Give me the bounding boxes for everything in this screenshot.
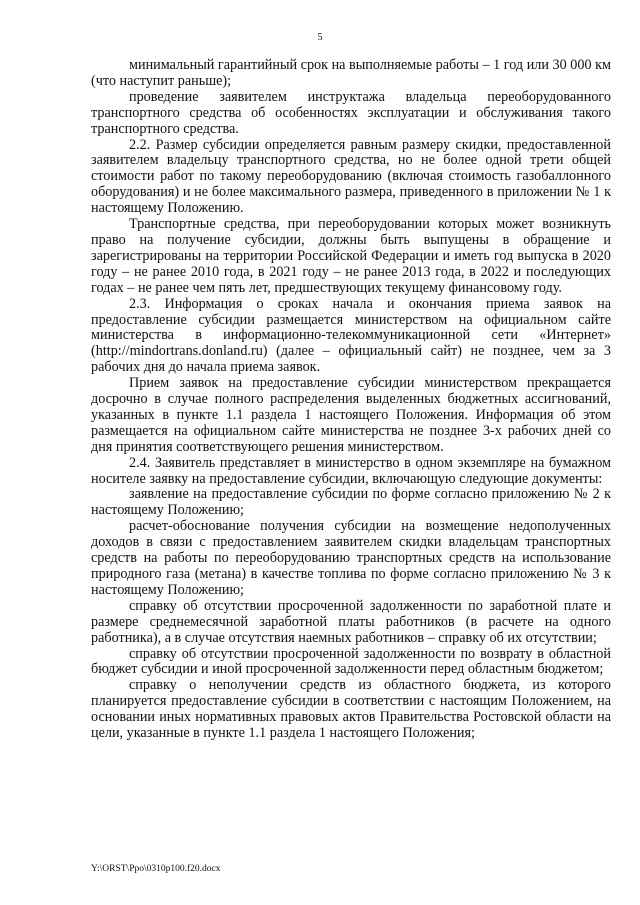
paragraph: проведение заявителем инструктажа владельца переоборудованного транспортного средства об особенностях эксплуатации и обслуживания такого транспортного средства. [91, 88, 611, 137]
document-body [91, 58, 611, 742]
paragraph: минимальный гарантийный срок на выполняемые работы – 1 год или 30 000 км (что наступит раньше); [91, 57, 611, 89]
paragraph: 2.2. Размер субсидии определяется равным размеру скидки, предоставленной заявителем владельцу транспортного средства, но не более одной трети общей стоимости работ по такому переоборудованию (включая стоимость газобаллонного оборудования) и не более максимального размера, приведенного в приложении № 1 к настоящему Положению. [91, 136, 611, 217]
paragraph: Прием заявок на предоставление субсидии министерством прекращается досрочно в случае полного распределения выделенных бюджетных ассигнований, указанных в пункте 1.1 раздела 1 настоящего Положения. Информация об этом размещается на официальном сайте министерства не позднее 3-х рабочих дней со дня принятия соответствующего решения министерством. [91, 375, 611, 455]
paragraph: справку об отсутствии просроченной задолженности по заработной плате и размере среднемесячной заработной платы работников (в расчете на одного работника), а в случае отсутствия наемных работников – справку об их отсутствии; [91, 597, 611, 646]
paragraph: 2.4. Заявитель представляет в министерство в одном экземпляре на бумажном носителе заявку на предоставление субсидии, включающую следующие документы: [91, 454, 611, 487]
paragraph: расчет-обоснование получения субсидии на возмещение недополученных доходов в связи с предоставлением заявителем скидки владельцам транспортных средств на работы по переоборудованию транспортных средств на использование природного газа (метана) в качестве топлива по форме согласно приложению № 3 к настоящему Положению; [91, 518, 611, 598]
page-number: 5 [317, 32, 323, 43]
paragraph: справку об отсутствии просроченной задолженности по возврату в областной бюджет субсидии и иной просроченной задолженности перед областным бюджетом; [91, 645, 611, 678]
paragraph: 2.3. Информация о сроках начала и окончания приема заявок на предоставление субсидии размещается министерством на официальном сайте министерства в информационно-телекоммуникационной сети «Интернет» (http://mindortrans.donland.ru) (далее – официальный сайт) не позднее, чем за 3 рабочих дня до начала приема заявок. [91, 295, 611, 376]
file-path-footer: Y:\ORST\Ppo\0310p100.f20.docx [91, 864, 221, 874]
paragraph: Транспортные средства, при переоборудовании которых может возникнуть право на получение субсидии, должны быть выпущены в обращение и зарегистрированы на территории Российской Федерации и иметь год выпуска в 2020 году – не ранее 2010 года, в 2021 году – не ранее 2013 года, в 2022 и последующих годах – не ранее чем пять лет, предшествующих текущему финансовому году. [91, 216, 611, 296]
paragraph: заявление на предоставление субсидии по форме согласно приложению № 2 к настоящему Положению; [91, 486, 611, 519]
paragraph: справку о неполучении средств из областного бюджета, из которого планируется предоставление субсидии в соответствии с настоящим Положением, на основании иных нормативных правовых актов Правительства Ростовской области на цели, указанные в пункте 1.1 раздела 1 настоящего Положения; [91, 677, 611, 742]
